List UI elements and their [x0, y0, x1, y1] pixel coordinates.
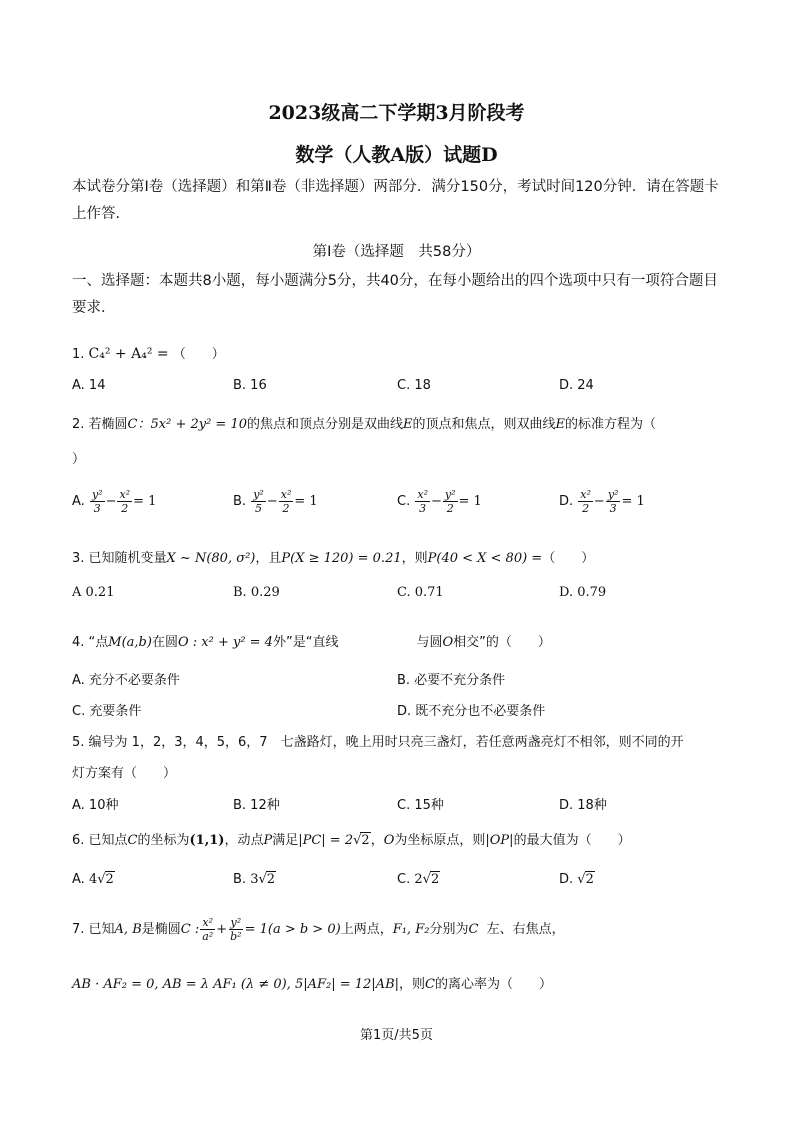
- q1-option-d[interactable]: D. 24: [559, 378, 594, 393]
- q4-option-d[interactable]: D. 既不充分也不必要条件: [397, 704, 546, 719]
- q1-option-b[interactable]: B. 16: [233, 378, 267, 393]
- q3-option-c[interactable]: C. 0.71: [397, 585, 444, 600]
- q6-option-d[interactable]: D. √2: [559, 872, 594, 887]
- question-7-cont: AB · AF₂ = 0, AB = λ AF₁ (λ ≠ 0), 5|AF₂| = 12|AB|，则C的离心率为（ ）: [72, 977, 552, 992]
- page-title: 2023级高二下学期3月阶段考: [268, 102, 525, 124]
- q6-option-c[interactable]: C. 2√2: [397, 872, 440, 887]
- q3-option-b[interactable]: B. 0.29: [233, 585, 280, 600]
- q6-option-b[interactable]: B. 3√2: [233, 872, 276, 887]
- q5-option-d[interactable]: D. 18种: [559, 798, 607, 813]
- page-footer: 第1页/共5页: [360, 1028, 433, 1043]
- question-1: 1. C₄² + A₄² = （ ）: [72, 346, 225, 362]
- q6-option-a[interactable]: A. 4√2: [72, 872, 114, 887]
- q2-option-d[interactable]: D. $\frac{\text{x²}}{2}$ − $\frac{\text{y²}}{3}$ = 1: [559, 488, 645, 515]
- q1-option-c[interactable]: C. 18: [397, 378, 431, 393]
- exam-intro: 本试卷分第Ⅰ卷（选择题）和第Ⅱ卷（非选择题）两部分．满分150分，考试时间120分钟．请在答题卡上作答．: [72, 179, 719, 222]
- q3-option-a[interactable]: A 0.21: [72, 585, 115, 600]
- question-2-cont: ）: [72, 452, 86, 467]
- q2-option-b[interactable]: B. $\frac{\text{y²}}{5}$ − $\frac{\text{x²}}{2}$ = 1: [233, 488, 318, 515]
- section-title: 第Ⅰ卷（选择题 共58分）: [312, 244, 481, 260]
- q3-option-d[interactable]: D. 0.79: [559, 585, 607, 600]
- q5-option-b[interactable]: B. 12种: [233, 798, 280, 813]
- q5-option-c[interactable]: C. 15种: [397, 798, 444, 813]
- question-2: 2. 若椭圆C：5x² + 2y² = 10的焦点和顶点分别是双曲线E的顶点和焦点，则双曲线E的标准方程为（: [72, 417, 657, 432]
- question-6: 6. 已知点C的坐标为(1,1)，动点P满足|PC| = 2√2，O为坐标原点，则|OP|的最大值为（ ）: [72, 833, 631, 848]
- question-7: 7. 已知A, B是椭圆C : $\frac{\text{x²}}{\text{a²}}$ + $\frac{\text{y²}}{\text{b²}}$ = 1(a > b > 0)上两点，F₁, F₂分别为C 左、右焦点，: [72, 916, 565, 943]
- q4-option-c[interactable]: C. 充要条件: [72, 704, 142, 719]
- q2-option-c[interactable]: C. $\frac{\text{x²}}{3}$ − $\frac{\text{y²}}{2}$ = 1: [397, 488, 482, 515]
- section-instructions: 一、选择题：本题共8小题，每小题满分5分，共40分，在每小题给出的四个选项中只有一项符合题目要求．: [72, 273, 718, 316]
- question-5-cont: 灯方案有（ ）: [72, 766, 177, 781]
- question-4: 4. “点M(a,b)在圆O : x² + y² = 4外”是“直线 与圆O相交”的（ ）: [72, 635, 551, 650]
- question-5: 5. 编号为 1，2，3，4，5，6，7 七盏路灯，晚上用时只亮三盏灯，若任意两盏亮灯不相邻，则不同的开: [72, 735, 684, 750]
- q2-option-a[interactable]: A. $\frac{\text{y²}}{3}$ − $\frac{\text{x²}}{2}$ = 1: [72, 488, 157, 515]
- question-3: 3. 已知随机变量X ~ N(80, σ²)，且P(X ≥ 120) = 0.21，则P(40 < X < 80) =（ ）: [72, 551, 595, 566]
- q4-option-b[interactable]: B. 必要不充分条件: [397, 673, 506, 688]
- q5-option-a[interactable]: A. 10种: [72, 798, 119, 813]
- page-subtitle: 数学（人教A版）试题D: [295, 144, 498, 166]
- q4-option-a[interactable]: A. 充分不必要条件: [72, 673, 180, 688]
- q1-option-a[interactable]: A. 14: [72, 378, 106, 393]
